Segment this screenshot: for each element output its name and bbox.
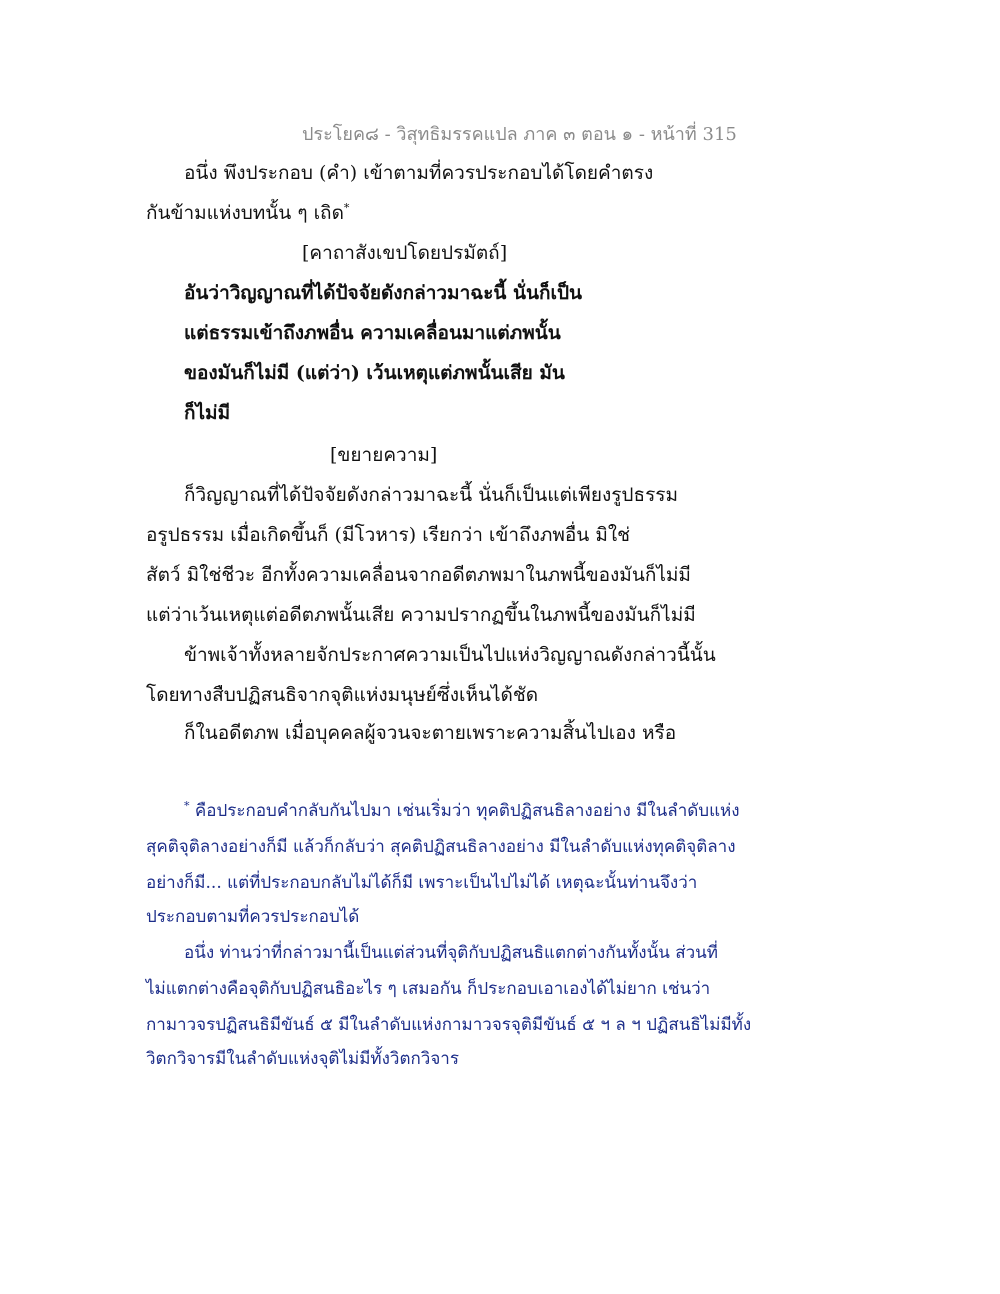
footnote-line: วิตกวิจารมีในลำดับแห่งจุติไม่มีทั้งวิตกวิจาร [146,1049,459,1069]
paragraph-line: ก็ในอดีตภพ เมื่อบุคคลผู้จวนจะตายเพราะความสิ้นไปเอง หรือ [184,722,677,744]
paragraph-line: อรูปธรรม เมื่อเกิดขึ้นก็ (มีโวหาร) เรียกว่า เข้าถึงภพอื่น มิใช่ [146,524,631,546]
footnote-reference-mark: * [343,201,350,215]
paragraph-line: อนึ่ง พึงประกอบ (คำ) เข้าตามที่ควรประกอบได้โดยคำตรง [184,162,654,184]
footnote-line: กามาวจรปฏิสนธิมีขันธ์ ๕ มีในลำดับแห่งกามาวจรจุติมีขันธ์ ๕ ฯ ล ฯ ปฏิสนธิไม่มีทั้ง [146,1015,752,1035]
paragraph-line: ก็วิญญาณที่ได้ปัจจัยดังกล่าวมาฉะนี้ นั่นก็เป็นแต่เพียงรูปธรรม [184,484,679,506]
footnote-line: อย่างก็มี... แต่ที่ประกอบกลับไม่ได้ก็มี เพราะเป็นไปไม่ได้ เหตุฉะนั้นท่านจึงว่า [146,873,698,893]
paragraph-line: แต่ว่าเว้นเหตุแต่อดีตภพนั้นเสีย ความปรากฏขึ้นในภพนี้ของมันก็ไม่มี [146,604,696,626]
verse-line: ก็ไม่มี [184,402,231,424]
verse-line: อันว่าวิญญาณที่ได้ปัจจัยดังกล่าวมาฉะนี้ นั่นก็เป็น [184,282,583,304]
section-heading-explanation: [ขยายความ] [330,444,438,466]
footnote-line: อนึ่ง ท่านว่าที่กล่าวมานี้เป็นแต่ส่วนที่จุติกับปฏิสนธิแตกต่างกันทั้งนั้น ส่วนที่ [184,943,719,963]
verse-line: ของมันก็ไม่มี (แต่ว่า) เว้นเหตุแต่ภพนั้นเสีย มัน [184,362,565,384]
footnote-line: ประกอบตามที่ควรประกอบได้ [146,907,360,927]
paragraph-line [146,200,349,226]
paragraph-line: ข้าพเจ้าทั้งหลายจักประกาศความเป็นไปแห่งวิญญาณดังกล่าวนี้นั้น [184,644,716,666]
running-head: ประโยค๘ - วิสุทธิมรรคแปล ภาค ๓ ตอน ๑ - หน้าที่ 315 [302,124,737,145]
footnote-text: คือประกอบคำกลับกันไปมา เช่นเริ่มว่า ทุคติปฏิสนธิลางอย่าง มีในลำดับแห่ง [194,801,740,821]
footnote-line: สุคติจุติลางอย่างก็มี แล้วก็กลับว่า สุคติปฏิสนธิลางอย่าง มีในลำดับแห่งทุคติจุติลาง [146,837,736,857]
section-heading-summary: [คาถาสังเขปโดยปรมัตถ์] [302,242,508,264]
paragraph-line: โดยทางสืบปฏิสนธิจากจุติแห่งมนุษย์ซึ่งเห็นได้ชัด [146,684,539,706]
paragraph-text: กันข้ามแห่งบทนั้น ๆ เถิด [146,202,344,224]
footnote-line [184,798,740,824]
footnote-mark: * [184,799,190,813]
footnote-line: ไม่แตกต่างคือจุติกับปฏิสนธิอะไร ๆ เสมอกัน ก็ประกอบเอาเองได้ไม่ยาก เช่นว่า [146,979,711,999]
verse-line: แต่ธรรมเข้าถึงภพอื่น ความเคลื่อนมาแต่ภพนั้น [184,322,561,344]
paragraph-line: สัตว์ มิใช่ชีวะ อีกทั้งความเคลื่อนจากอดีตภพมาในภพนี้ของมันก็ไม่มี [146,564,691,586]
